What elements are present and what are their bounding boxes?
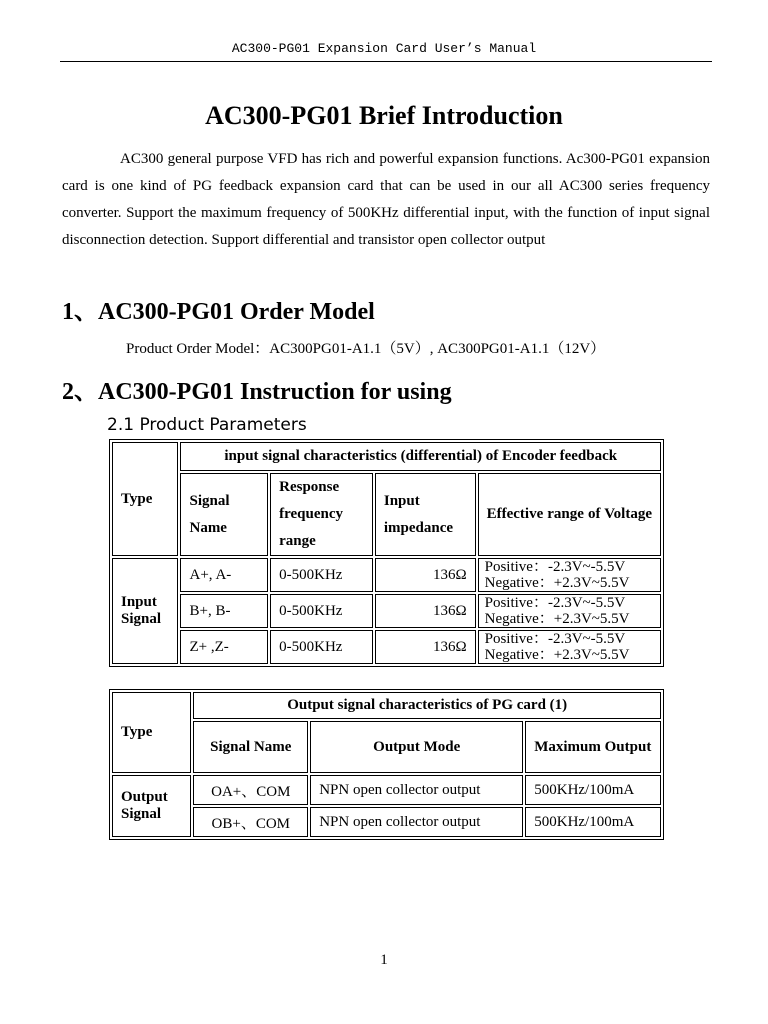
negative-voltage: Negative：+2.3V~5.5V: [484, 575, 630, 591]
input-impedance-header: Input impedance: [375, 473, 476, 556]
signal-name-cell: OA+、COM: [193, 775, 308, 805]
header-divider: [60, 61, 712, 62]
negative-voltage: Negative：+2.3V~5.5V: [484, 647, 630, 663]
voltage-cell: [478, 594, 661, 628]
output-signal-table: [109, 689, 664, 840]
type-header: Type: [112, 692, 191, 773]
signal-name-cell: A+, A-: [180, 558, 268, 592]
voltage-cell: [478, 630, 661, 664]
output-mode-cell: NPN open collector output: [310, 807, 523, 837]
frequency-cell: 0-500KHz: [270, 630, 373, 664]
signal-name-header: Signal Name: [193, 721, 308, 773]
maximum-output-cell: 500KHz/100mA: [525, 775, 661, 805]
frequency-cell: 0-500KHz: [270, 558, 373, 592]
input-table-caption: input signal characteristics (differential) of Encoder feedback: [180, 442, 661, 471]
positive-voltage: Positive：-2.3V~-5.5V: [484, 595, 626, 611]
page-title: AC300-PG01 Brief Introduction: [205, 101, 563, 130]
positive-voltage: Positive：-2.3V~-5.5V: [484, 559, 626, 575]
frequency-cell: 0-500KHz: [270, 594, 373, 628]
signal-name-header: Signal Name: [180, 473, 268, 556]
input-signal-table: [109, 439, 664, 667]
input-signal-group-label: Input Signal: [112, 558, 178, 664]
signal-name-cell: OB+、COM: [193, 807, 308, 837]
section-heading-order-model: 1、AC300-PG01 Order Model: [62, 299, 375, 325]
intro-paragraph: AC300 general purpose VFD has rich and powerful expansion functions. Ac300-PG01 expansion card is one kind of PG feedback expansion card that can be used in our all AC300 series frequency converter. Support the maximum frequency of 500KHz differential input, with the function of input signal disconnection detection. Support differential and transistor open collector output: [62, 151, 710, 248]
output-table-caption: Output signal characteristics of PG card (1): [193, 692, 661, 719]
negative-voltage: Negative：+2.3V~5.5V: [484, 611, 630, 627]
maximum-output-cell: 500KHz/100mA: [525, 807, 661, 837]
subsection-heading-parameters: 2.1 Product Parameters: [107, 415, 307, 435]
impedance-cell: 136Ω: [375, 594, 476, 628]
page-number: 1: [380, 952, 388, 968]
impedance-cell: 136Ω: [375, 558, 476, 592]
effective-voltage-header: Effective range of Voltage: [478, 473, 661, 556]
output-signal-group-label: Output Signal: [112, 775, 191, 837]
output-mode-header: Output Mode: [310, 721, 523, 773]
positive-voltage: Positive：-2.3V~-5.5V: [484, 631, 626, 647]
voltage-cell: [478, 558, 661, 592]
maximum-output-header: Maximum Output: [525, 721, 661, 773]
response-frequency-header: Response frequency range: [270, 473, 373, 556]
output-mode-cell: NPN open collector output: [310, 775, 523, 805]
type-header: Type: [112, 442, 178, 556]
running-header: AC300-PG01 Expansion Card User’s Manual: [231, 41, 537, 56]
impedance-cell: 136Ω: [375, 630, 476, 664]
order-model-text: Product Order Model：AC300PG01-A1.1（5V）, AC300PG01-A1.1（12V）: [126, 341, 606, 357]
signal-name-cell: B+, B-: [180, 594, 268, 628]
signal-name-cell: Z+ ,Z-: [180, 630, 268, 664]
section-heading-instructions: 2、AC300-PG01 Instruction for using: [62, 379, 452, 405]
